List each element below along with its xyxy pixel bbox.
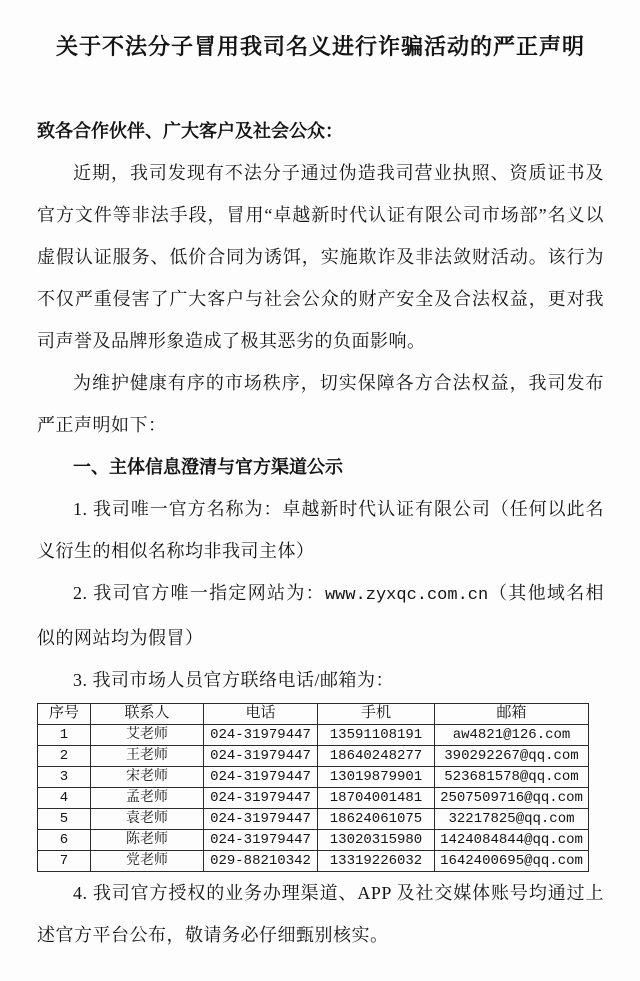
table-cell: 024-31979447 (204, 746, 318, 767)
table-cell: 王老师 (91, 746, 204, 767)
table-cell: 13020315980 (318, 830, 435, 851)
table-cell: 13019879901 (318, 767, 435, 788)
table-cell: 4 (38, 788, 91, 809)
table-row (38, 809, 589, 830)
table-cell: 024-31979447 (204, 767, 318, 788)
table-cell: 宋老师 (91, 767, 204, 788)
table-cell: 孟老师 (91, 788, 204, 809)
table-row (38, 830, 589, 851)
table-cell: 陈老师 (91, 830, 204, 851)
table-cell: 党老师 (91, 851, 204, 872)
table-cell: 2 (38, 746, 91, 767)
table-cell: 024-31979447 (204, 809, 318, 830)
table-cell: 18704001481 (318, 788, 435, 809)
table-cell: 029-88210342 (204, 851, 318, 872)
paragraph-fraud-description: 近期，我司发现有不法分子通过伪造我司营业执照、资质证书及官方文件等非法手段，冒用“卓越新时代认证有限公司市场部”名义以虚假认证服务、低价合同为诱饵，实施欺诈及非法敛财活动。该行为不仅严重侵害了广大客户与社会公众的财产安全及合法权益，更对我司声誉及品牌形象造成了极其恶劣的负面影响。 (37, 163, 604, 351)
table-cell: 024-31979447 (204, 725, 318, 746)
table-cell: aw4821@126.com (435, 725, 589, 746)
table-cell: 1642400695@qq.com (435, 851, 589, 872)
table-row (38, 746, 589, 767)
salutation: 致各合作伙伴、广大客户及社会公众： (37, 121, 343, 141)
header-cell: 联系人 (91, 704, 204, 725)
header-cell: 电话 (204, 704, 318, 725)
header-cell: 手机 (318, 704, 435, 725)
official-website-url: www.zyxqc.com.cn (324, 586, 489, 605)
table-row (38, 788, 589, 809)
table-cell: 6 (38, 830, 91, 851)
table-row (38, 767, 589, 788)
header-cell: 序号 (38, 704, 91, 725)
table-cell: 艾老师 (91, 725, 204, 746)
clause-official-name: 1. 我司唯一官方名称为：卓越新时代认证有限公司（任何以此名义衍生的相似名称均非我司主体） (37, 499, 604, 561)
table-cell: 024-31979447 (204, 830, 318, 851)
table-cell: 13319226032 (318, 851, 435, 872)
clause-contact-intro: 3. 我司市场人员官方联络电话/邮箱为： (73, 670, 394, 690)
table-cell: 3 (38, 767, 91, 788)
table-cell: 024-31979447 (204, 788, 318, 809)
table-cell: 390292267@qq.com (435, 746, 589, 767)
table-cell: 523681578@qq.com (435, 767, 589, 788)
clause-authorized-channels: 4. 我司官方授权的业务办理渠道、APP 及社交媒体账号均通过上述官方平台公布，敬请务必仔细甄别核实。 (37, 883, 604, 945)
paragraph-statement-intro: 为维护健康有序的市场秩序，切实保障各方合法权益，我司发布严正声明如下： (37, 373, 604, 435)
section-heading: 一、主体信息澄清与官方渠道公示 (73, 457, 343, 477)
contact-table-body (38, 725, 589, 872)
table-cell: 5 (38, 809, 91, 830)
contact-table (37, 703, 589, 872)
table-cell: 2507509716@qq.com (435, 788, 589, 809)
table-cell: 7 (38, 851, 91, 872)
table-cell: 13591108191 (318, 725, 435, 746)
header-cell: 邮箱 (435, 704, 589, 725)
table-cell: 18624061075 (318, 809, 435, 830)
table-cell: 袁老师 (91, 809, 204, 830)
document-title: 关于不法分子冒用我司名义进行诈骗活动的严正声明 (55, 34, 585, 59)
table-row (38, 725, 589, 746)
table-cell: 1424084844@qq.com (435, 830, 589, 851)
table-cell: 1 (38, 725, 91, 746)
table-row (38, 851, 589, 872)
clause-official-website (37, 572, 604, 659)
contact-table-head-row (38, 704, 589, 725)
clause-website-prefix: 2. 我司官方唯一指定网站为： (73, 583, 325, 603)
table-cell: 32217825@qq.com (435, 809, 589, 830)
table-cell: 18640248277 (318, 746, 435, 767)
clause-website-suffix: （其他域名相似的网站均为假冒） (37, 583, 605, 648)
